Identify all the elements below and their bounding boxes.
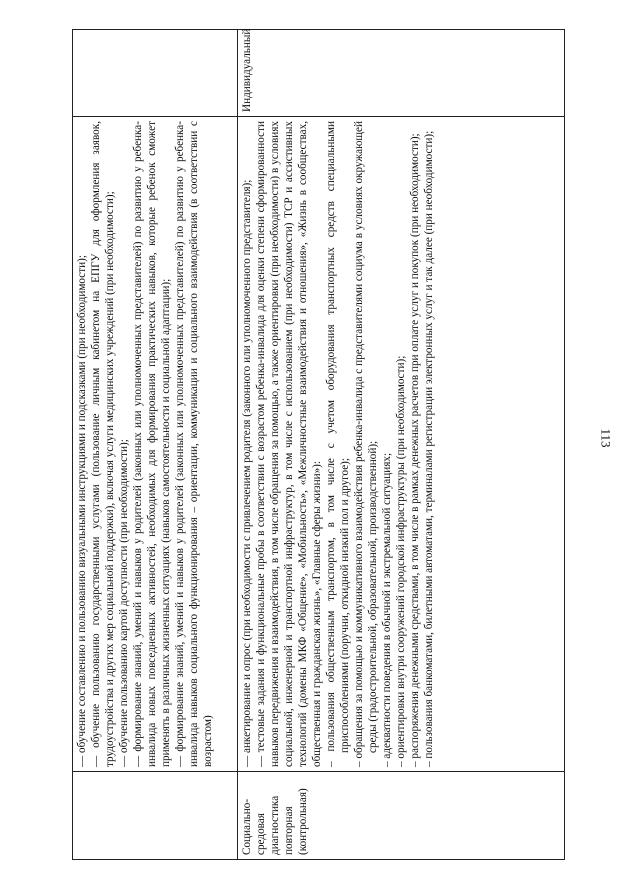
list-item: – ориентировки внутри сооружений городской инфраструктуры (при необходимости); [395, 355, 407, 767]
category-cell [73, 772, 238, 860]
mode-cell: Индивидуальный [238, 30, 565, 117]
list-item: — обучение пользованию государственными услугами (пользование личным кабинетом на ЕПГУ для оформления заявок, трудоустройства и других мер социальной поддержки), включая услуги медицинских учреждений (при необходимости); [90, 121, 116, 767]
category-cell: Социально-средовая диагностика повторная (контрольная) [238, 772, 565, 860]
list-item: — анкетирование и опрос (при необходимости с привлечением родителя (законного или уполномоченного представителя); [241, 179, 253, 767]
content-cell [238, 117, 565, 772]
list-item: – пользования общественным транспортом, в том числе с учетом оборудования транспортных средств специальными приспособлениями (поручни, откидной низкий пол и другое); [325, 121, 351, 767]
list-item: – обращения за помощью и коммуникативного взаимодействия ребенка-инвалида с представителями социума в условиях окружающей среды (градостроительной, образовательной, производственной); [353, 121, 379, 767]
page-number: 113 [598, 428, 614, 448]
list-item: – пользования банкоматами, билетными автоматами, терминалами регистрации электронных услуг и так далее (при необходимости); [423, 130, 435, 767]
list-item: — формирование знаний, умений и навыков у родителей (законных или уполномоченных представителей) по развитию у ребенка-инвалида новых повседневных активностей, необходимых для формирования практических навыков, которые ребенок сможет применять в различных жизненных ситуациях (навыков самостоятельности и социальной адаптации); [132, 121, 172, 767]
table-row [238, 30, 565, 860]
list-item: — обучение пользованию картой доступности (при необходимости); [118, 439, 130, 767]
list-item: – адекватности поведения в обычной и экстремальной ситуациях; [381, 452, 393, 767]
table-row [73, 30, 238, 860]
list-item: — тестовые задания и функциональные пробы в соответствии с возрастом ребенка-инвалида для оценки степени сформированности навыков передвижения и взаимодействия, в том числе обращения за помощью, а также ориентировки (при необходимости) в условиях социальной, инженерной и транспортной инфраструктур, в том числе с использованием (при необходимости) ТСР и ассистивных технологий (домены МКФ «Общение», «Мобильность», «Межличностные взаимодействия и отношения», «Жизнь в сообществах, общественная и гражданская жизнь», «Главные сферы жизни»): [255, 121, 323, 767]
list-item: – распоряжения денежными средствами, в том числе в рамках денежных расчетов при оплате услуг и покупок (при необходимости); [409, 133, 421, 767]
content-cell [73, 117, 238, 772]
mode-cell [73, 30, 238, 117]
list-item: — формирование знаний, умений и навыков у родителей (законных или уполномоченных представителей) по развитию у ребенка-инвалида навыков социального функционирования – ориентации, коммуникации и социального взаимодействия (в соответствии с возрастом) [174, 121, 214, 767]
services-table [72, 29, 565, 860]
rotated-table-wrapper [72, 30, 562, 860]
list-item: — обучение составлению и пользованию визуальными инструкциями и подсказками (при необходимости); [76, 255, 88, 767]
